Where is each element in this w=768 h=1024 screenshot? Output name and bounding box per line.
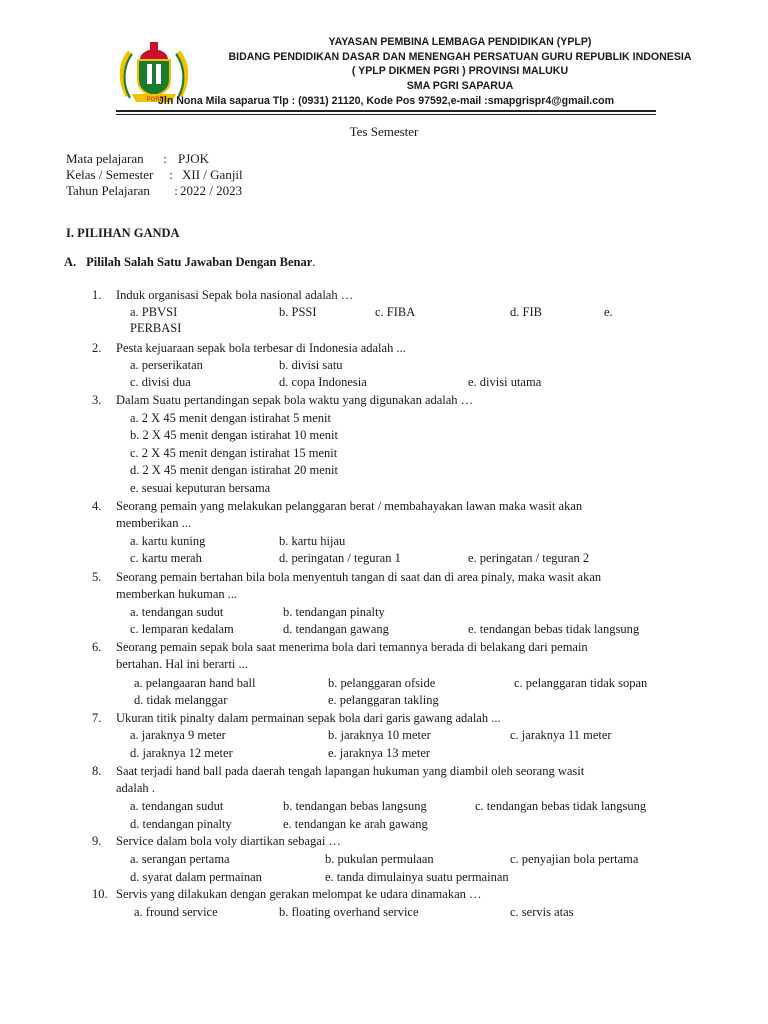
question-number: 5.: [92, 570, 102, 584]
header-province: ( YPLP DIKMEN PGRI ) PROVINSI MALUKU: [351, 65, 569, 77]
question-number: 3.: [92, 393, 102, 407]
question-number: 7.: [92, 711, 102, 725]
question-number: 2.: [92, 341, 102, 355]
option-d: d. tidak melanggar: [134, 693, 228, 707]
instruction-letter: A.: [64, 255, 77, 269]
option-a: a. kartu kuning: [130, 534, 206, 548]
option-e: e. tendangan ke arah gawang: [283, 817, 428, 831]
question-text: Service dalam bola voly diartikan sebagai …: [116, 834, 341, 848]
option-d: d. tendangan gawang: [283, 622, 389, 636]
meta-year: [66, 183, 242, 199]
option-b: b. tendangan bebas langsung: [283, 799, 427, 813]
option-e: PERBASI: [130, 321, 182, 335]
option-e: e. sesuai keputuran bersama: [130, 481, 271, 495]
meta-class-sep: :: [169, 167, 173, 182]
option-e: e. pelanggaran takling: [328, 693, 439, 707]
document-title: Tes Semester: [349, 124, 419, 139]
instruction: [64, 255, 315, 270]
header-school-name: SMA PGRI SAPARUA: [406, 80, 514, 92]
option-c: c. 2 X 45 menit dengan istirahat 15 menit: [130, 446, 338, 460]
question-number: 4.: [92, 499, 102, 513]
meta-class-label: Kelas / Semester: [66, 167, 154, 182]
question-text: Seorang pemain bertahan bila bola menyentuh tangan di saat dan di area pinaly, maka wasit akan: [116, 570, 602, 584]
meta-class: [66, 167, 243, 183]
question-number: 6.: [92, 640, 102, 654]
header-division-name: BIDANG PENDIDIKAN DASAR DAN MENENGAH PERSATUAN GURU REPUBLIK INDONESIA: [228, 51, 692, 63]
question-number: 1.: [92, 288, 102, 302]
option-b: b. jaraknya 10 meter: [328, 728, 431, 742]
option-b: b. divisi satu: [279, 358, 343, 372]
header-address: Jln Nona Mila saparua Tlp : (0931) 21120, Kode Pos 97592,e-mail :smapgrispr4@gmail.com: [157, 95, 615, 107]
option-a: a. perserikatan: [130, 358, 203, 372]
meta-year-sep: :: [174, 183, 178, 198]
option-e: e. tendangan bebas tidak langsung: [468, 622, 640, 636]
option-e-letter: e.: [604, 305, 613, 319]
option-d: d. 2 X 45 menit dengan istirahat 20 menit: [130, 463, 338, 477]
option-b: b. pelanggaran ofside: [328, 676, 436, 690]
option-a: a. fround service: [134, 905, 218, 919]
option-d: d. tendangan pinalty: [130, 817, 232, 831]
option-c: c. pelanggaran tidak sopan: [514, 676, 648, 690]
option-e: e. tanda dimulainya suatu permainan: [325, 870, 509, 884]
question-text: Seorang pemain yang melakukan pelanggaran berat / membahayakan lawan maka wasit akan: [116, 499, 583, 513]
option-d: d. FIB: [510, 305, 542, 319]
option-c: c. tendangan bebas tidak langsung: [475, 799, 647, 813]
option-a: a. tendangan sudut: [130, 799, 224, 813]
option-a: a. 2 X 45 menit dengan istirahat 5 menit: [130, 411, 331, 425]
header-foundation-name: YAYASAN PEMBINA LEMBAGA PENDIDIKAN (YPLP): [328, 36, 592, 48]
question-number: 9.: [92, 834, 102, 848]
section-heading: I. PILIHAN GANDA: [66, 226, 180, 240]
option-c: c. servis atas: [510, 905, 574, 919]
question-text: Servis yang dilakukan dengan gerakan melompat ke udara dinamakan …: [116, 887, 482, 901]
option-b: b. 2 X 45 menit dengan istirahat 10 menit: [130, 428, 338, 442]
question-number: 10.: [92, 887, 108, 901]
option-c: c. divisi dua: [130, 375, 191, 389]
option-d: d. jaraknya 12 meter: [130, 746, 233, 760]
meta-year-label: Tahun Pelajaran: [66, 183, 150, 198]
question-text: Ukuran titik pinalty dalam permainan sepak bola dari garis gawang adalah ...: [116, 711, 501, 725]
option-e: e. peringatan / teguran 2: [468, 551, 590, 565]
option-b: b. pukulan permulaan: [325, 852, 434, 866]
option-a: a. serangan pertama: [130, 852, 230, 866]
question-text: Pesta kejuaraan sepak bola terbesar di Indonesia adalah ...: [116, 341, 406, 355]
option-d: d. peringatan / teguran 1: [279, 551, 401, 565]
instruction-dot: .: [312, 255, 316, 269]
option-d: d. copa Indonesia: [279, 375, 367, 389]
question-text-cont: memberikan ...: [116, 516, 191, 530]
question-text-cont: bertahan. Hal ini berarti ...: [116, 657, 248, 671]
meta-subject-sep: :: [163, 151, 167, 166]
option-c: c. jaraknya 11 meter: [510, 728, 612, 742]
meta-class-value: XII / Ganjil: [182, 167, 243, 182]
option-a: a. pelangaaran hand ball: [134, 676, 256, 690]
option-c: c. lemparan kedalam: [130, 622, 234, 636]
option-b: b. PSSI: [279, 305, 317, 319]
question-text: Induk organisasi Sepak bola nasional adalah …: [116, 288, 354, 302]
question-text-cont: adalah .: [116, 781, 155, 795]
meta-subject-label: Mata pelajaran: [66, 151, 144, 166]
meta-subject-value: PJOK: [178, 151, 210, 166]
meta-year-value: 2022 / 2023: [180, 183, 243, 198]
option-b: b. kartu hijau: [279, 534, 346, 548]
option-a: a. PBVSI: [130, 305, 178, 319]
svg-text:PGRI: PGRI: [146, 97, 162, 103]
option-a: a. jaraknya 9 meter: [130, 728, 226, 742]
option-d: d. syarat dalam permainan: [130, 870, 262, 884]
option-b: b. floating overhand service: [279, 905, 419, 919]
option-c: c. FIBA: [375, 305, 416, 319]
question-text: Dalam Suatu pertandingan sepak bola waktu yang digunakan adalah …: [116, 393, 474, 407]
option-c: c. penyajian bola pertama: [510, 852, 639, 866]
question-text-cont: memberkan hukuman ...: [116, 587, 238, 601]
question-number: 8.: [92, 764, 102, 778]
meta-subject: [66, 151, 209, 167]
instruction-text: Pililah Salah Satu Jawaban Dengan Benar: [86, 255, 313, 269]
letterhead: [0, 0, 768, 116]
option-c: c. kartu merah: [130, 551, 202, 565]
question-text: Seorang pemain sepak bola saat menerima bola dari temannya berada di belakang dari pemain: [116, 640, 588, 654]
header-divider-thin: [116, 114, 656, 115]
option-b: b. tendangan pinalty: [283, 605, 385, 619]
option-e: e. jaraknya 13 meter: [328, 746, 431, 760]
option-e: e. divisi utama: [468, 375, 542, 389]
header-divider: [116, 110, 656, 112]
option-a: a. tendangan sudut: [130, 605, 224, 619]
question-text: Saat terjadi hand ball pada daerah tengah lapangan hukuman yang diambil oleh seorang wasit: [116, 764, 585, 778]
